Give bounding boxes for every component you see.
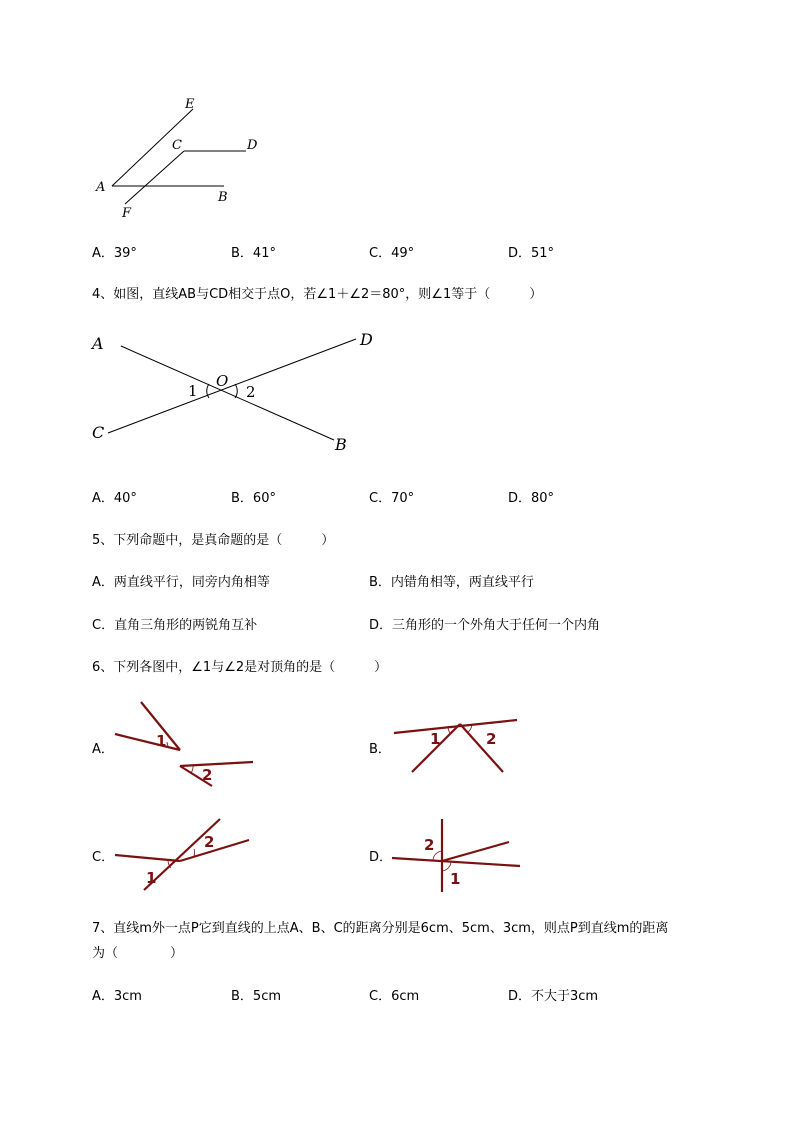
q3-line-fc <box>125 151 184 204</box>
q4-angle-2-arc <box>235 384 237 398</box>
q4-figure <box>88 326 388 460</box>
q4-stem: 4、如图，直线AB与CD相交于点O，若∠1＋∠2＝80°，则∠1等于（ ） <box>92 287 543 302</box>
q4-label-1: 1 <box>188 382 198 400</box>
q6-option-b[interactable]: B． <box>369 742 391 757</box>
q6-option-c[interactable]: C． <box>92 850 115 865</box>
q6d-label-1: 1 <box>450 870 461 888</box>
q6a-label-1: 1 <box>156 732 167 750</box>
q4-label-c: C <box>92 423 105 442</box>
q4-option-d[interactable]: D．80° <box>508 491 555 506</box>
q3-label-b: B <box>218 190 228 205</box>
q5-option-b[interactable]: B．内错角相等，两直线平行 <box>369 575 534 590</box>
q7-stem-line2: 为（ ） <box>92 946 184 961</box>
q6-stem: 6、下列各图中，∠1与∠2是对顶角的是（ ） <box>92 660 388 675</box>
q3-label-a: A <box>96 180 106 195</box>
q3-option-d[interactable]: D．51° <box>508 246 555 261</box>
q6-figure-d <box>390 816 525 896</box>
q7-option-d[interactable]: D．不大于3cm <box>508 989 599 1004</box>
q6c-label-2: 2 <box>204 833 215 851</box>
q4-label-a: A <box>92 334 104 353</box>
q6-figure-c <box>112 815 257 895</box>
q4-option-a[interactable]: A．40° <box>92 491 137 506</box>
q5-option-a[interactable]: A．两直线平行，同旁内角相等 <box>92 575 270 590</box>
q3-option-c[interactable]: C．49° <box>369 246 415 261</box>
q6-option-a[interactable]: A． <box>92 742 114 757</box>
q5-option-c[interactable]: C．直角三角形的两锐角互补 <box>92 618 258 633</box>
q4-label-2: 2 <box>246 383 256 401</box>
q4-option-c[interactable]: C．70° <box>369 491 415 506</box>
q4-line-ab <box>121 346 334 440</box>
q3-figure <box>88 92 278 222</box>
q5-stem: 5、下列命题中，是真命题的是（ ） <box>92 533 335 548</box>
q4-line-cd <box>108 339 356 433</box>
q3-label-f: F <box>122 206 132 221</box>
q6a-label-2: 2 <box>202 766 213 784</box>
q6c-label-1: 1 <box>146 869 157 887</box>
q7-option-c[interactable]: C．6cm <box>369 989 420 1004</box>
q6-figure-b <box>390 712 520 776</box>
q7-option-b[interactable]: B．5cm <box>231 989 282 1004</box>
q3-option-a[interactable]: A．39° <box>92 246 137 261</box>
q6b-label-1: 1 <box>430 730 441 748</box>
q3-label-d: D <box>247 138 258 153</box>
q6-figure-a <box>110 698 260 790</box>
q3-option-b[interactable]: B．41° <box>231 246 276 261</box>
q4-label-o: O <box>216 372 229 390</box>
q4-label-d: D <box>360 330 373 349</box>
q3-label-e: E <box>185 97 195 112</box>
q5-option-d[interactable]: D．三角形的一个外角大于任何一个内角 <box>369 618 601 633</box>
q4-option-b[interactable]: B．60° <box>231 491 276 506</box>
q4-label-b: B <box>335 435 347 454</box>
q7-option-a[interactable]: A．3cm <box>92 989 142 1004</box>
q7-stem-line1: 7、直线m外一点P它到直线的上点A、B、C的距离分别是6cm、5cm、3cm，则点P到直线m的距离 <box>92 921 669 936</box>
q6b-label-2: 2 <box>486 730 497 748</box>
q6-option-d[interactable]: D． <box>369 850 393 865</box>
q3-label-c: C <box>172 138 182 153</box>
q6d-label-2: 2 <box>424 836 435 854</box>
